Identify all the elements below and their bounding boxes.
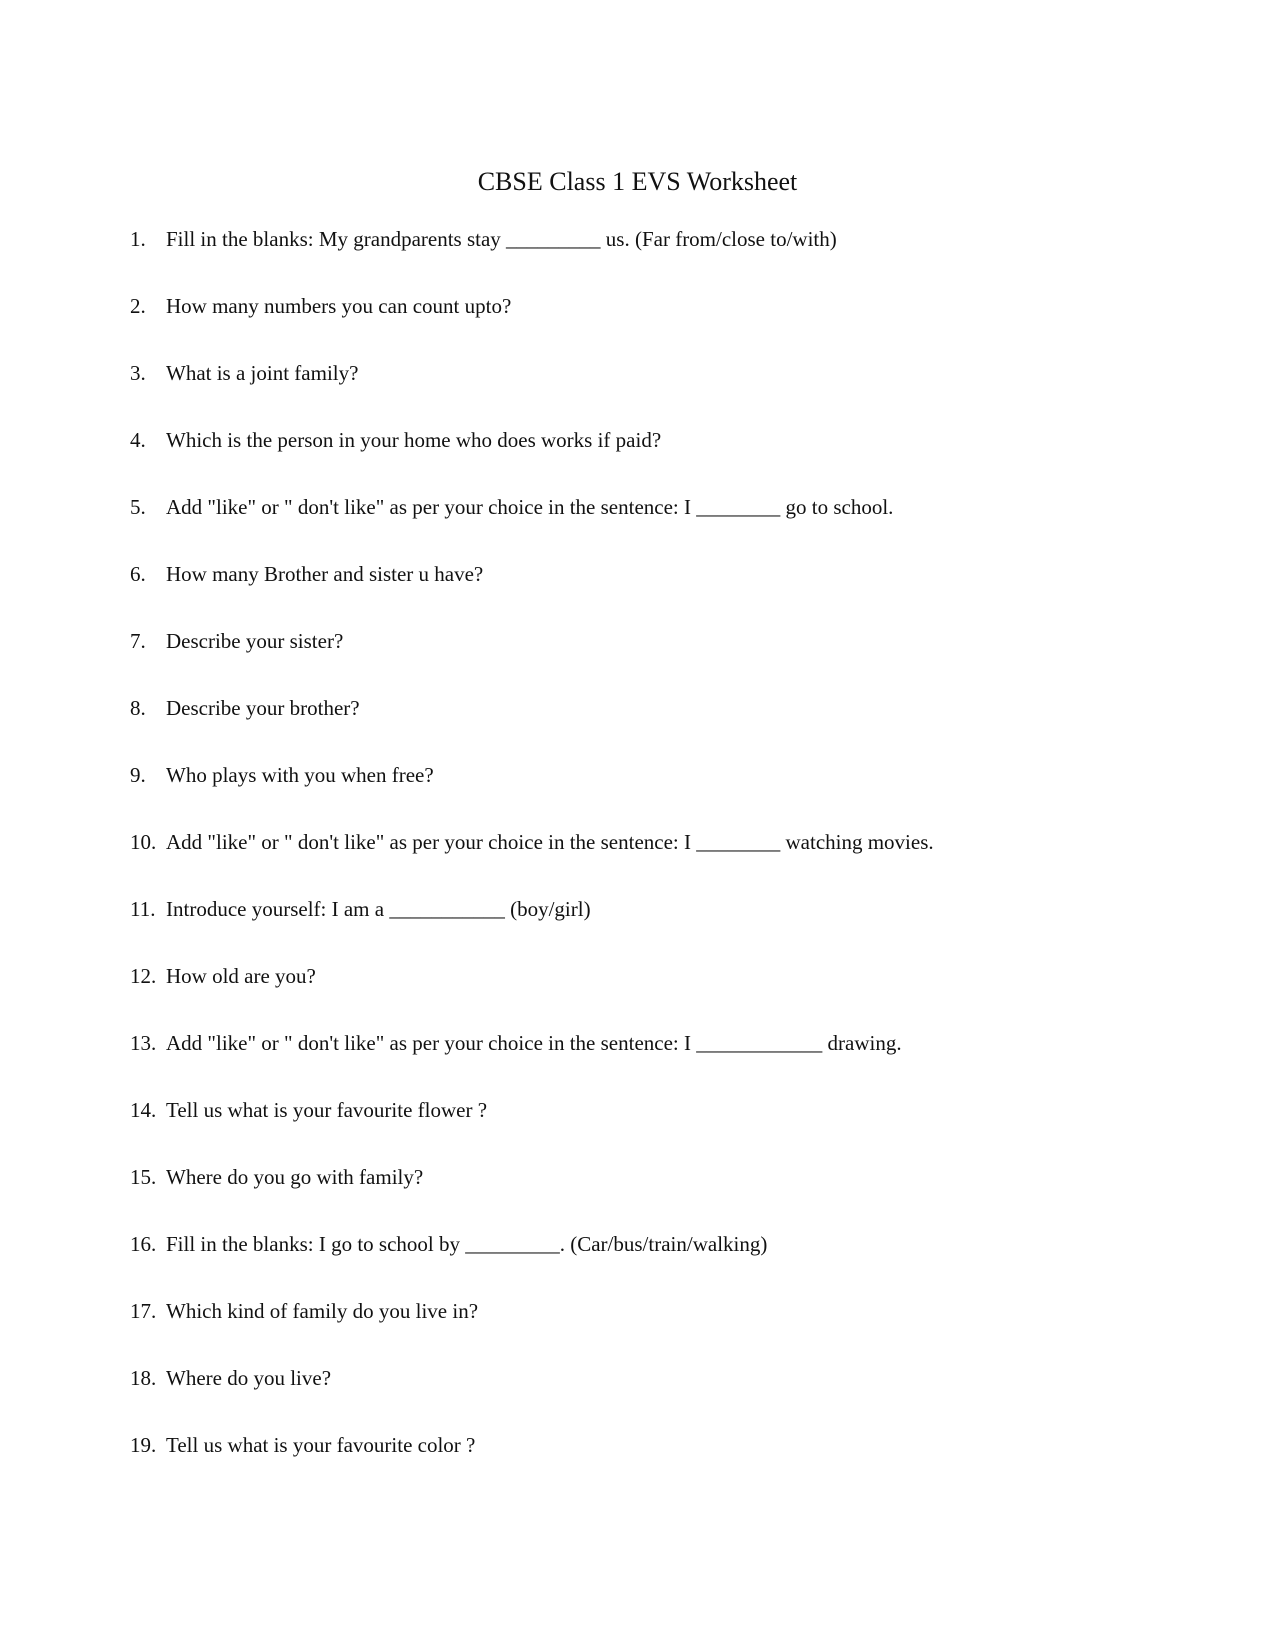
question-number: 11.	[130, 897, 156, 921]
question-item	[130, 1432, 1190, 1499]
question-item	[130, 494, 1190, 561]
question-number: 8.	[130, 696, 146, 720]
question-item	[130, 360, 1190, 427]
question-item	[130, 695, 1190, 762]
question-number: 13.	[130, 1031, 157, 1055]
question-number: 10.	[130, 830, 157, 854]
question-number: 18.	[130, 1366, 157, 1390]
question-number: 19.	[130, 1433, 157, 1457]
question-item	[130, 293, 1190, 360]
question-item	[130, 1365, 1190, 1432]
question-text: Tell us what is your favourite color ?	[166, 1433, 476, 1457]
question-text: How many numbers you can count upto?	[166, 294, 512, 318]
question-item	[130, 1164, 1190, 1231]
question-number: 5.	[130, 495, 146, 519]
question-number: 9.	[130, 763, 146, 787]
question-number: 2.	[130, 294, 146, 318]
question-item	[130, 1097, 1190, 1164]
question-number: 4.	[130, 428, 146, 452]
question-number: 15.	[130, 1165, 157, 1189]
question-number: 12.	[130, 964, 157, 988]
question-item	[130, 1231, 1190, 1298]
question-text: Describe your sister?	[166, 629, 344, 653]
question-item	[130, 427, 1190, 494]
question-number: 6.	[130, 562, 146, 586]
question-text: Which is the person in your home who does works if paid?	[166, 428, 662, 452]
question-item	[130, 1298, 1190, 1365]
question-text: How many Brother and sister u have?	[166, 562, 484, 586]
question-text: Fill in the blanks: I go to school by _________. (Car/bus/train/walking)	[166, 1232, 768, 1256]
question-text: Add "like" or " don't like" as per your choice in the sentence: I ____________ drawing.	[166, 1031, 902, 1055]
question-item	[130, 963, 1190, 1030]
question-item	[130, 829, 1190, 896]
question-item	[130, 561, 1190, 628]
question-text: Who plays with you when free?	[166, 763, 434, 787]
question-text: Tell us what is your favourite flower ?	[166, 1098, 488, 1122]
question-text: Introduce yourself: I am a ___________ (boy/girl)	[166, 897, 591, 921]
question-text: Add "like" or " don't like" as per your choice in the sentence: I ________ watching movies.	[166, 830, 934, 854]
question-text: Fill in the blanks: My grandparents stay _________ us. (Far from/close to/with)	[166, 227, 837, 251]
question-item	[130, 1030, 1190, 1097]
question-number: 14.	[130, 1098, 157, 1122]
question-text: Where do you go with family?	[166, 1165, 424, 1189]
question-text: How old are you?	[166, 964, 316, 988]
question-number: 1.	[130, 227, 146, 251]
question-item	[130, 896, 1190, 963]
question-text: Describe your brother?	[166, 696, 360, 720]
question-item	[130, 628, 1190, 695]
question-text: Which kind of family do you live in?	[166, 1299, 479, 1323]
question-number: 16.	[130, 1232, 157, 1256]
page-title: CBSE Class 1 EVS Worksheet	[477, 167, 798, 196]
question-text: Add "like" or " don't like" as per your choice in the sentence: I ________ go to school.	[166, 495, 894, 519]
question-number: 7.	[130, 629, 146, 653]
question-number: 3.	[130, 361, 146, 385]
question-item	[130, 226, 1190, 293]
question-text: Where do you live?	[166, 1366, 332, 1390]
question-list	[130, 226, 1190, 1499]
question-text: What is a joint family?	[166, 361, 359, 385]
question-number: 17.	[130, 1299, 157, 1323]
question-item	[130, 762, 1190, 829]
